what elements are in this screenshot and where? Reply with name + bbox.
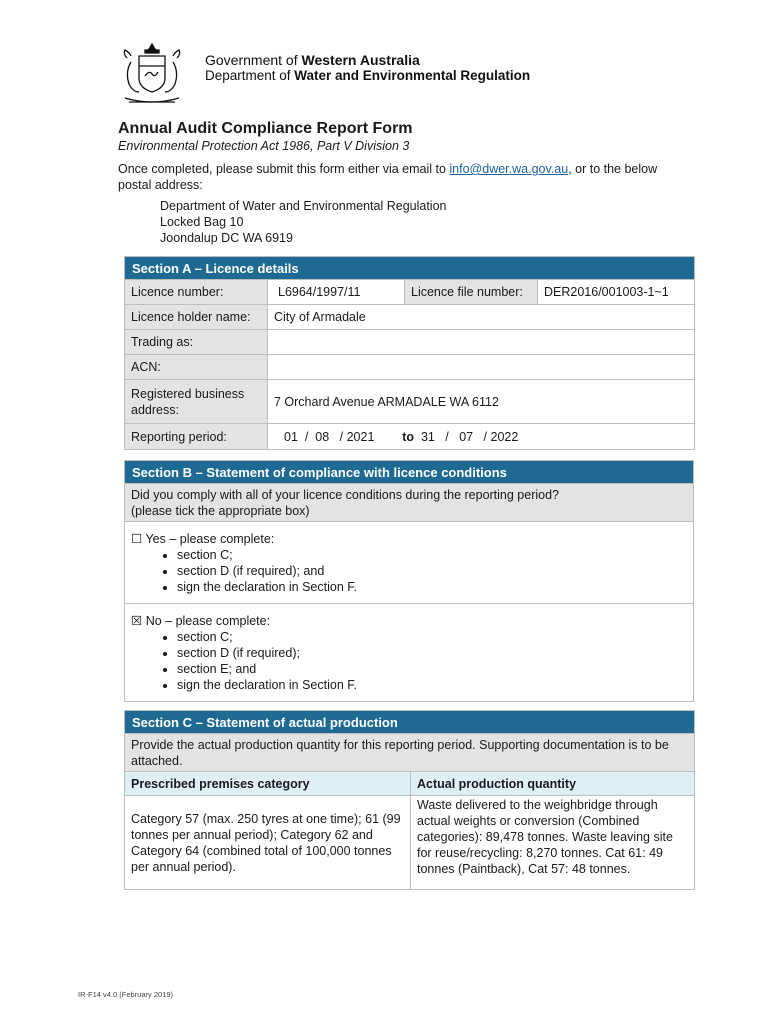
- licence-number-label: Licence number:: [125, 280, 268, 305]
- form-title: Annual Audit Compliance Report Form: [118, 120, 413, 137]
- trading-as-label: Trading as:: [125, 330, 268, 355]
- licence-number-field[interactable]: L6964/1997/11: [268, 280, 405, 305]
- reporting-period-field[interactable]: 01 / 08 / 2021 to 31 / 07 / 2022: [268, 424, 695, 450]
- yes-checkbox[interactable]: ☐: [131, 531, 143, 546]
- trading-as-field[interactable]: [268, 330, 695, 355]
- section-c-table: [124, 710, 695, 890]
- section-a-table: [124, 256, 695, 450]
- list-item: • section C;: [177, 547, 687, 563]
- no-option: ☒ No – please complete: • section C; • section D (if required); • section E; and • sign the declaration in Section F.: [125, 604, 694, 702]
- business-address-label: Registered business address:: [125, 380, 268, 424]
- act-reference: Environmental Protection Act 1986, Part V Division 3: [118, 139, 410, 153]
- no-checkbox[interactable]: ☒: [131, 613, 143, 628]
- category-column-header: Prescribed premises category: [125, 772, 411, 796]
- list-item: • sign the declaration in Section F.: [177, 579, 687, 595]
- licence-file-field[interactable]: DER2016/001003-1~1: [538, 280, 695, 305]
- section-a-heading: Section A – Licence details: [125, 257, 695, 280]
- acn-field[interactable]: [268, 355, 695, 380]
- production-quantity-cell[interactable]: Waste delivered to the weighbridge through actual weights or conversion (Combined categories): 89,478 tonnes. Waste leaving site for reuse/recycling: 8,270 tonnes. Cat 61: 49 tonnes (Paintback), Cat 57: 48 tonnes.: [411, 796, 695, 890]
- department-name: Department of Water and Environmental Regulation: [205, 68, 531, 83]
- list-item: • sign the declaration in Section F.: [177, 677, 687, 693]
- postal-address: Department of Water and Environmental Regulation Locked Bag 10 Joondalup DC WA 6919: [160, 199, 447, 245]
- list-item: • section D (if required); and: [177, 563, 687, 579]
- section-b-table: [124, 460, 694, 702]
- email-link[interactable]: info@dwer.wa.gov.au: [449, 162, 569, 176]
- reporting-period-label: Reporting period:: [125, 424, 268, 450]
- premises-category-cell[interactable]: Category 57 (max. 250 tyres at one time); 61 (99 tonnes per annual period); Category 62 and Category 64 (combined total of 100,000 tonnes per annual period).: [125, 796, 411, 890]
- submission-instructions: Once completed, please submit this form either via email to info@dwer.wa.gov.au, or to the below postal address:: [118, 162, 658, 192]
- compliance-question: Did you comply with all of your licence conditions during the reporting period? (please tick the appropriate box): [125, 484, 694, 522]
- list-item: • section D (if required);: [177, 645, 687, 661]
- list-item: • section C;: [177, 629, 687, 645]
- holder-name-field[interactable]: City of Armadale: [268, 305, 695, 330]
- wa-coat-of-arms-logo: [117, 40, 187, 108]
- section-c-heading: Section C – Statement of actual production: [125, 711, 695, 734]
- holder-name-label: Licence holder name:: [125, 305, 268, 330]
- section-b-heading: Section B – Statement of compliance with licence conditions: [125, 461, 694, 484]
- production-instruction: Provide the actual production quantity for this reporting period. Supporting documentation is to be attached.: [125, 734, 695, 772]
- acn-label: ACN:: [125, 355, 268, 380]
- government-name: Government of Western Australia: [205, 52, 420, 68]
- licence-file-label: Licence file number:: [405, 280, 538, 305]
- quantity-column-header: Actual production quantity: [411, 772, 695, 796]
- list-item: • section E; and: [177, 661, 687, 677]
- business-address-field[interactable]: 7 Orchard Avenue ARMADALE WA 6112: [268, 380, 695, 424]
- yes-option: ☐ Yes – please complete: • section C; • section D (if required); and • sign the declaration in Section F.: [125, 522, 694, 604]
- form-version-footer: IR-F14 v4.0 (February 2019): [78, 990, 174, 999]
